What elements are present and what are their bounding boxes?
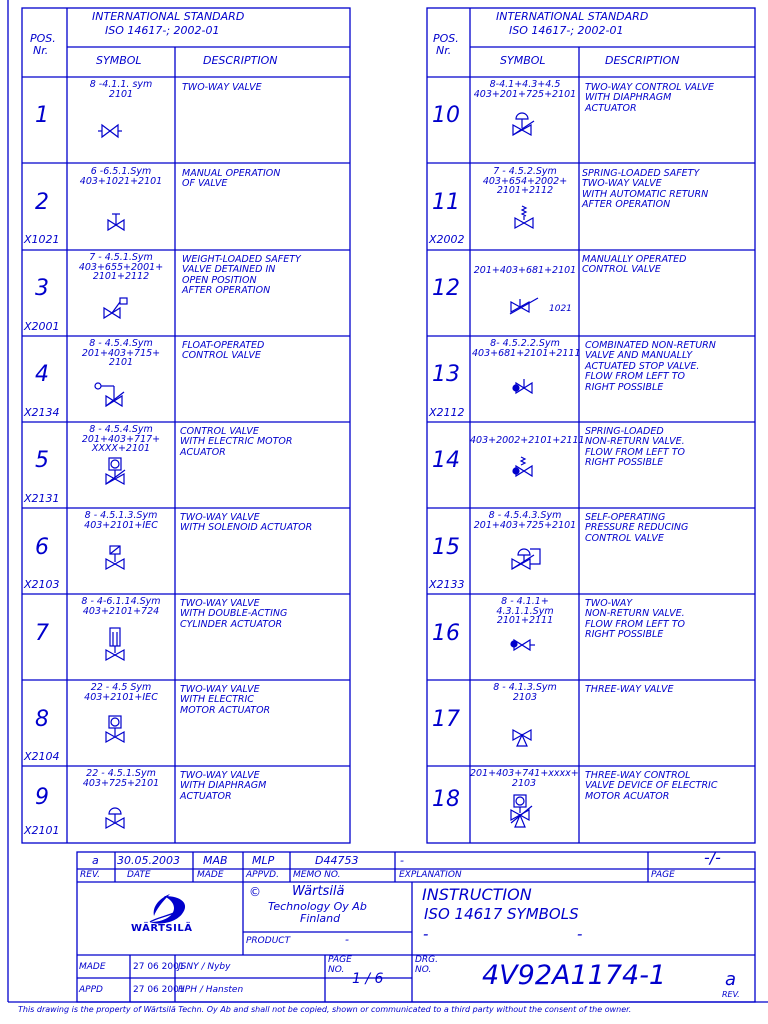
symbol-description: CONTROL VALVE WITH ELECTRIC MOTOR ACUATOR (180, 426, 293, 458)
made-label: MADE (197, 870, 224, 880)
symbol-code: 8 - 4.5.1.3.Sym 403+2101+IEC (84, 510, 158, 531)
drawing-revision: a (725, 969, 737, 990)
float-valve-icon (94, 380, 138, 410)
product-label: PRODUCT (246, 936, 291, 946)
position-number: 10 (432, 103, 460, 128)
description-column-header: DESCRIPTION (605, 54, 680, 67)
symbol-description: COMBINATED NON-RETURN VALVE AND MANUALLY ACTUATED STOP VALVE. FLOW FROM LEFT TO RIGHT POSSIBLE (585, 340, 716, 393)
symbol-description: THREE-WAY VALVE (585, 684, 674, 695)
drawing-number-label: DRG. (415, 955, 439, 965)
symbol-code: 8 - 4.5.4.3.Sym 201+403+725+2101 (473, 510, 577, 531)
three-way-valve-icon (510, 724, 540, 750)
page-number-value: 1 / 6 (352, 971, 384, 987)
standard-number: ISO 14617-; 2002-01 (509, 24, 624, 37)
cross-reference: X2133 (429, 578, 465, 591)
manual-valve-icon (106, 208, 136, 234)
property-notice: This drawing is the property of Wärtsilä Techn. Oy Ab and shall not be copied, shown or communicated to a third party without the consent of the owner. (18, 1005, 632, 1014)
page-value: -/- (704, 848, 721, 867)
document-dash: - (577, 925, 583, 943)
symbol-column-header: SYMBOL (500, 54, 546, 67)
position-number: 13 (432, 362, 460, 387)
company-name-line2: Technology Oy Ab (268, 900, 367, 913)
standard-number: ISO 14617-; 2002-01 (105, 24, 220, 37)
nr-label: Nr. (33, 44, 49, 57)
symbol-description: SPRING-LOADED NON-RETURN VALVE. FLOW FROM LEFT TO RIGHT POSSIBLE (585, 426, 685, 469)
motor-control-valve-icon (103, 456, 133, 488)
symbol-column-header: SYMBOL (96, 54, 142, 67)
revision-value: a (92, 854, 99, 867)
position-number: 4 (35, 362, 49, 387)
symbol-description: SPRING-LOADED SAFETY TWO-WAY VALVE WITH AUTOMATIC RETURN AFTER OPERATION (582, 168, 709, 211)
explanation-value: - (400, 854, 404, 867)
pos-label: POS. (30, 32, 56, 45)
cross-reference: X2112 (429, 406, 465, 419)
symbol-code: 8 - 4.1.3.Sym 2103 (493, 682, 557, 703)
symbol-description: FLOAT-OPERATED CONTROL VALVE (182, 340, 265, 362)
approved-row-name: HPH / Hansten (178, 985, 244, 995)
symbol-description: TWO-WAY VALVE WITH DIAPHRAGM ACTUATOR (180, 770, 267, 802)
solenoid-valve-icon (104, 544, 132, 574)
symbol-code: 8-4.1+4.3+4.5 403+201+725+2101 (473, 79, 577, 100)
cylinder-valve-icon (104, 626, 132, 664)
symbol-description: TWO-WAY VALVE (182, 82, 262, 93)
made-row-label: MADE (79, 962, 106, 972)
company-country: Finland (300, 912, 341, 925)
rev-label: REV. (80, 870, 100, 880)
symbol-code: 8 - 4-6.1.14.Sym 403+2101+724 (81, 596, 161, 617)
spring-non-return-valve-icon (510, 455, 540, 481)
position-number: 11 (432, 190, 460, 215)
symbol-code: 22 - 4.5 Sym 403+2101+IEC (84, 682, 158, 703)
approved-label: APPVD. (246, 870, 279, 880)
cross-reference: X2002 (429, 233, 465, 246)
symbol-annotation: 1021 (549, 304, 572, 314)
document-subtitle: ISO 14617 SYMBOLS (424, 905, 579, 923)
position-number: 12 (432, 276, 460, 301)
wartsila-logo-icon (120, 892, 210, 942)
position-number: 14 (432, 448, 460, 473)
cross-reference: X2134 (24, 406, 60, 419)
page-label: PAGE (651, 870, 675, 880)
revision-made: MAB (203, 854, 228, 867)
non-return-valve-icon (508, 638, 538, 656)
symbol-code: 7 - 4.5.2.Sym 403+654+2002+ 2101+2112 (482, 166, 568, 196)
symbol-description: MANUALLY OPERATED CONTROL VALVE (582, 254, 687, 276)
diaphragm-valve-icon (104, 806, 132, 832)
page-number-label-no: NO. (328, 965, 345, 975)
symbol-description: TWO-WAY CONTROL VALVE WITH DIAPHRAGM ACTUATOR (585, 82, 715, 114)
weight-loaded-valve-icon (102, 296, 142, 322)
company-name: Wärtsilä (292, 884, 345, 899)
standard-title: INTERNATIONAL STANDARD (92, 10, 245, 23)
symbol-description: MANUAL OPERATION OF VALVE (182, 168, 281, 190)
pressure-reducing-valve-icon (508, 543, 548, 573)
nr-label: Nr. (436, 44, 452, 57)
non-return-stop-valve-icon (510, 376, 540, 398)
symbol-code: 8 - 4.5.4.Sym 201+403+715+ 2101 (81, 338, 161, 368)
symbol-description: TWO-WAY VALVE WITH DOUBLE-ACTING CYLINDER ACTUATOR (180, 598, 288, 630)
approved-row-label: APPD (79, 985, 103, 995)
cross-reference: X2103 (24, 578, 60, 591)
cross-reference: X2101 (24, 824, 60, 837)
cross-reference: X2131 (24, 492, 60, 505)
cross-reference: X2001 (24, 320, 60, 333)
copyright-symbol: © (249, 885, 261, 899)
manual-control-valve-icon (508, 296, 548, 318)
pos-label: POS. (433, 32, 459, 45)
logo-text: WÄRTSILÄ (131, 923, 193, 934)
symbol-description: TWO-WAY VALVE WITH ELECTRIC MOTOR ACTUATOR (180, 684, 271, 716)
description-column-header: DESCRIPTION (203, 54, 278, 67)
cross-reference: X2104 (24, 750, 60, 763)
position-number: 1 (35, 103, 49, 128)
made-row-date: 27 06 2001 (133, 962, 185, 972)
cross-reference: X1021 (24, 233, 60, 246)
position-number: 15 (432, 535, 460, 560)
document-title: INSTRUCTION (422, 885, 532, 904)
symbol-code: 201+403+681+2101 (473, 265, 577, 276)
explanation-label: EXPLANATION (399, 870, 462, 880)
page-number-label: PAGE (328, 955, 352, 965)
motor-valve-icon (104, 714, 132, 746)
position-number: 2 (35, 190, 49, 215)
revision-date: 30.05.2003 (117, 854, 180, 867)
two-way-valve-icon (98, 118, 138, 144)
position-number: 7 (35, 621, 49, 646)
spring-safety-valve-icon (512, 204, 542, 230)
position-number: 5 (35, 448, 49, 473)
date-label: DATE (127, 870, 151, 880)
diaphragm-control-valve-icon (510, 110, 544, 140)
symbol-code: 201+403+741+xxxx+ 2103 (470, 768, 579, 789)
symbol-code: 6 -6.5.1.Sym 403+1021+2101 (79, 166, 163, 187)
drawing-number: 4V92A1174-1 (482, 960, 667, 991)
drawing-number-label-no: NO. (415, 965, 432, 975)
drawing-revision-label: REV. (722, 990, 740, 999)
symbol-code: 8 - 4.5.4.Sym 201+403+717+ XXXX+2101 (81, 424, 161, 454)
document-dash: - (423, 925, 429, 943)
three-way-motor-valve-icon (508, 793, 540, 833)
symbol-description: WEIGHT-LOADED SAFETY VALVE DETAINED IN OPEN POSITION AFTER OPERATION (182, 254, 301, 297)
symbol-code: 8- 4.5.2.2.Sym 403+681+2101+2111 (472, 338, 581, 359)
position-number: 18 (432, 787, 460, 812)
revision-approved: MLP (252, 854, 275, 867)
symbol-description: THREE-WAY CONTROL VALVE DEVICE OF ELECTRIC MOTOR ACUATOR (585, 770, 718, 802)
made-row-name: JSNY / Nyby (178, 962, 231, 972)
approved-row-date: 27 06 2001 (133, 985, 185, 995)
position-number: 16 (432, 621, 460, 646)
position-number: 3 (35, 276, 49, 301)
standard-title: INTERNATIONAL STANDARD (496, 10, 649, 23)
product-value: - (345, 933, 349, 946)
symbol-description: TWO-WAY VALVE WITH SOLENOID ACTUATOR (180, 512, 313, 534)
symbol-description: TWO-WAY NON-RETURN VALVE. FLOW FROM LEFT TO RIGHT POSSIBLE (585, 598, 685, 641)
symbol-description: SELF-OPERATING PRESSURE REDUCING CONTROL VALVE (585, 512, 689, 544)
memo-number: D44753 (315, 854, 359, 867)
symbol-code: 8 -4.1.1. sym 2101 (89, 79, 153, 100)
memo-label: MEMO NO. (293, 870, 341, 880)
position-number: 6 (35, 535, 49, 560)
symbol-code: 8 - 4.1.1+ 4.3.1.1.Sym 2101+2111 (496, 596, 554, 626)
symbol-code: 22 - 4.5.1.Sym 403+725+2101 (82, 768, 160, 789)
position-number: 8 (35, 707, 49, 732)
position-number: 9 (35, 785, 49, 810)
position-number: 17 (432, 707, 460, 732)
symbol-code: 7 - 4.5.1.Sym 403+655+2001+ 2101+2112 (78, 252, 164, 282)
symbol-code: 403+2002+2101+2111 (470, 435, 585, 446)
